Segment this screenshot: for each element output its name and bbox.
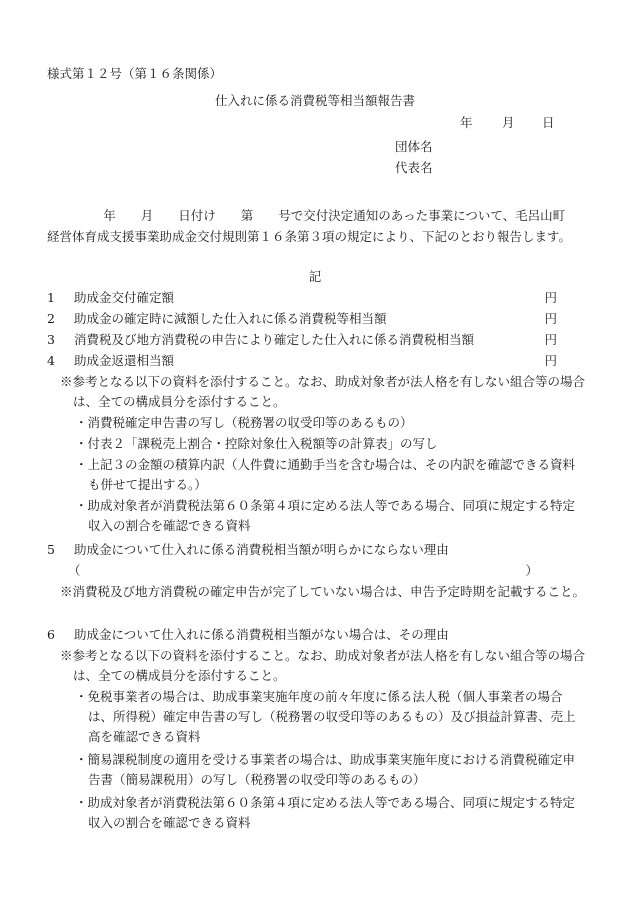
- item-number: 5: [47, 542, 55, 557]
- list-item: [47, 330, 557, 350]
- ki-heading: 記: [308, 269, 322, 284]
- form-reference: 様式第１２号（第１６条関係）: [47, 66, 223, 81]
- bullet-item: ・上記３の金額の積算内訳（人件費に通勤手当を含む場合は、その内訳を確認できる資料も併せて提出する。）: [75, 457, 576, 492]
- bullet-item: ・付表２「課税売上割合・控除対象仕入税額等の計算表」の写し: [75, 436, 438, 451]
- document-title: 仕入れに係る消費税等相当額報告書: [214, 93, 415, 108]
- open-paren: （: [68, 563, 81, 578]
- list-item: [47, 625, 557, 645]
- date-line: [460, 113, 555, 133]
- yen-unit: 円: [544, 332, 557, 347]
- reason-field[interactable]: [68, 561, 538, 581]
- item-number: 4: [47, 353, 55, 368]
- yen-unit: 円: [544, 290, 557, 305]
- close-paren: ）: [525, 563, 538, 578]
- yen-unit: 円: [544, 353, 557, 368]
- item-number: 1: [47, 290, 55, 305]
- representative-label: 代表名: [395, 160, 433, 175]
- intro-paragraph: 年 月 日付け 第 号で交付決定通知のあった事業について、毛呂山町経営体育成支援事業助成金交付規則第１６条第３項の規定により、下記のとおり報告します。: [47, 208, 572, 244]
- list-item: [47, 540, 557, 560]
- item-number: 6: [47, 627, 55, 642]
- item-text: 助成金交付確定額: [74, 290, 175, 305]
- filing-note: ※消費税及び地方消費税の確定申告が完了していない場合は、申告予定時期を記載すること。: [60, 584, 586, 599]
- organization-label: 団体名: [395, 139, 433, 154]
- bullet-item: ・免税事業者の場合は、助成事業実施年度の前々年度に係る法人税（個人事業者の場合は、所得税）確定申告書の写し（税務署の収受印等のあるもの）及び損益計算書、売上高を確認できる資料: [75, 689, 576, 744]
- bullet-item: ・簡易課税制度の適用を受ける事業者の場合は、助成事業実施年度における消費税確定申告書（簡易課税用）の写し（税務署の収受印等のあるもの）: [75, 752, 576, 787]
- item-number: 3: [47, 332, 55, 347]
- bullet-item: ・助成対象者が消費税法第６０条第４項に定める法人等である場合、同項に規定する特定収入の割合を確認できる資料: [75, 498, 576, 533]
- day-label: 日: [542, 115, 555, 130]
- list-item: [47, 351, 557, 371]
- item-text: 助成金について仕入れに係る消費税相当額が明らかにならない理由: [74, 542, 449, 557]
- item-text: 消費税及び地方消費税の申告により確定した仕入れに係る消費税相当額: [74, 332, 475, 347]
- item-text: 助成金について仕入れに係る消費税相当額がない場合は、その理由: [74, 627, 449, 642]
- yen-unit: 円: [544, 311, 557, 326]
- attachment-note: ※参考となる以下の資料を添付すること。なお、助成対象者が法人格を有しない組合等の場合は、全ての構成員分を添付すること。: [60, 648, 586, 683]
- attachment-note: ※参考となる以下の資料を添付すること。なお、助成対象者が法人格を有しない組合等の場合は、全ての構成員分を添付すること。: [60, 374, 586, 409]
- list-item: [47, 309, 557, 329]
- item-text: 助成金返還相当額: [74, 353, 175, 368]
- year-label: 年: [460, 115, 473, 130]
- item-number: 2: [47, 311, 55, 326]
- item-text: 助成金の確定時に減額した仕入れに係る消費税等相当額: [74, 311, 387, 326]
- list-item: [47, 288, 557, 308]
- bullet-item: ・消費税確定申告書の写し（税務署の収受印等のあるもの）: [75, 415, 413, 430]
- bullet-item: ・助成対象者が消費税法第６０条第４項に定める法人等である場合、同項に規定する特定収入の割合を確認できる資料: [75, 795, 576, 830]
- month-label: 月: [502, 115, 515, 130]
